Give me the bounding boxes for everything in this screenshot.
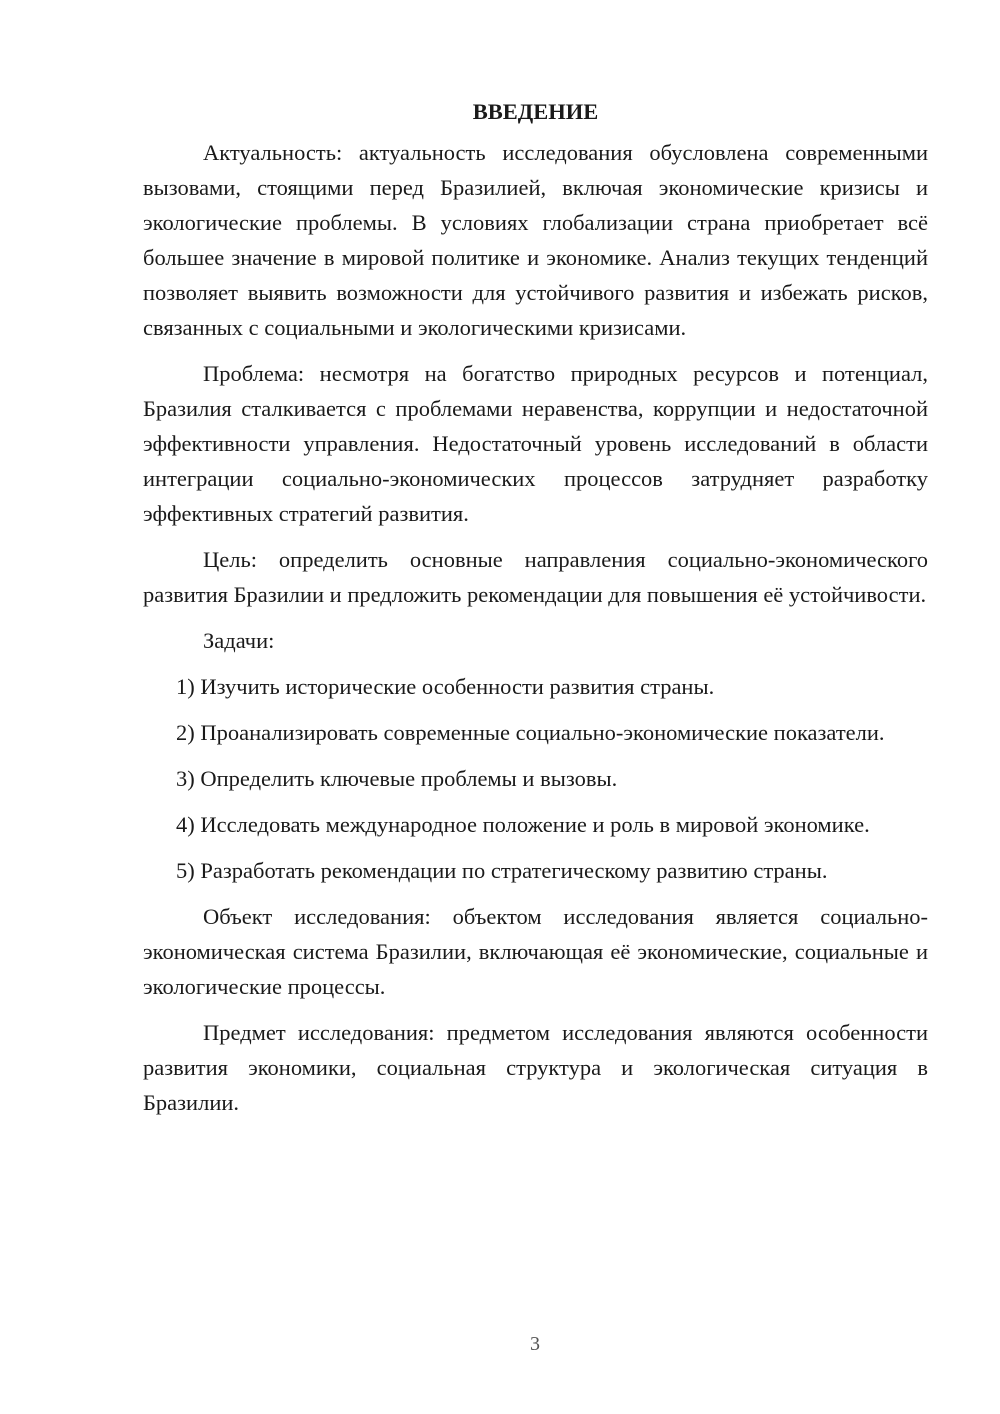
task-item-3: 3) Определить ключевые проблемы и вызовы. [176,766,618,791]
task-item-5: 5) Разработать рекомендации по стратегическому развитию страны. [176,858,828,883]
task-item-1: 1) Изучить исторические особенности развития страны. [176,674,715,699]
task-item-4: 4) Исследовать международное положение и роль в мировой экономике. [176,812,870,837]
paragraph-object: Объект исследования: объектом исследования является социально-экономическая система Бразилии, включающая её экономические, социальные и экологические процессы. [143,904,928,999]
page-number: 3 [530,1333,540,1355]
page-title: ВВЕДЕНИЕ [472,99,599,124]
document-body [143,94,928,1131]
task-item-2: 2) Проанализировать современные социально-экономические показатели. [176,720,885,745]
paragraph-subject: Предмет исследования: предметом исследования являются особенности развития экономики, социальная структура и экологическая ситуация в Бразилии. [143,1020,928,1115]
paragraph-relevance: Актуальность: актуальность исследования обусловлена современными вызовами, стоящими перед Бразилией, включая экономические кризисы и экологические проблемы. В условиях глобализации страна приобретает всё большее значение в мировой политике и экономике. Анализ текущих тенденций позволяет выявить возможности для устойчивого развития и избежать рисков, связанных с социальными и экологическими кризисами. [143,140,928,340]
paragraph-goal: Цель: определить основные направления социально-экономического развития Бразилии и предложить рекомендации для повышения её устойчивости. [143,547,928,607]
paragraph-problem: Проблема: несмотря на богатство природных ресурсов и потенциал, Бразилия сталкивается с проблемами неравенства, коррупции и недостаточной эффективности управления. Недостаточный уровень исследований в области интеграции социально-экономических процессов затрудняет разработку эффективных стратегий развития. [143,361,928,526]
tasks-heading: Задачи: [203,628,275,653]
